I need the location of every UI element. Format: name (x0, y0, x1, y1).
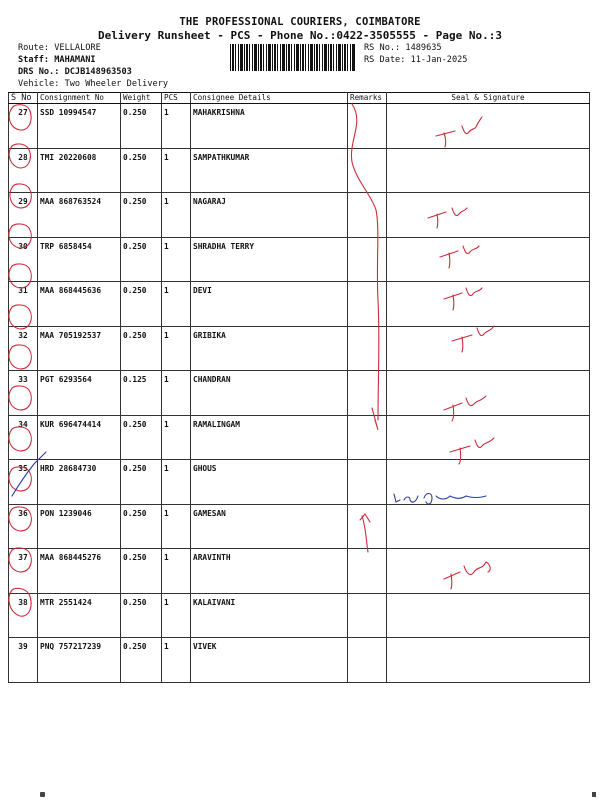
row-weight: 0.250 (121, 193, 162, 238)
row-pcs: 1 (162, 504, 191, 549)
table-row (9, 193, 590, 238)
row-pcs: 1 (162, 460, 191, 505)
col-seal: Seal & Signature (387, 93, 590, 104)
drs-number: DRS No.: DCJB148963503 (18, 67, 132, 77)
col-remarks: Remarks (348, 93, 387, 104)
row-remarks (348, 237, 387, 282)
table-row (9, 638, 590, 683)
row-seal (387, 593, 590, 638)
row-consignee: MAHAKRISHNA (191, 104, 348, 149)
row-weight: 0.250 (121, 148, 162, 193)
row-remarks (348, 371, 387, 416)
row-sno: 36 (9, 504, 38, 549)
row-sno: 27 (9, 104, 38, 149)
row-pcs: 1 (162, 549, 191, 594)
row-consignment: HRD 28684730 (38, 460, 121, 505)
row-consignee: CHANDRAN (191, 371, 348, 416)
rs-date: RS Date: 11-Jan-2025 (364, 55, 468, 65)
row-seal (387, 460, 590, 505)
row-pcs: 1 (162, 415, 191, 460)
row-consignee: KALAIVANI (191, 593, 348, 638)
table-row (9, 104, 590, 149)
row-seal (387, 415, 590, 460)
row-consignee: GRIBIKA (191, 326, 348, 371)
col-sno: S No (9, 93, 38, 104)
table-row (9, 282, 590, 327)
row-seal (387, 549, 590, 594)
col-consignment: Consignment No (38, 93, 121, 104)
row-pcs: 1 (162, 193, 191, 238)
rs-number: RS No.: 1489635 (364, 43, 442, 53)
row-sno: 38 (9, 593, 38, 638)
runsheet-table (8, 92, 590, 683)
row-consignee: DEVI (191, 282, 348, 327)
company-title: THE PROFESSIONAL COURIERS, COIMBATORE (179, 16, 421, 28)
row-remarks (348, 415, 387, 460)
row-seal (387, 326, 590, 371)
row-remarks (348, 549, 387, 594)
row-consignment: MAA 868445636 (38, 282, 121, 327)
table-row (9, 593, 590, 638)
row-pcs: 1 (162, 237, 191, 282)
row-consignee: SHRADHA TERRY (191, 237, 348, 282)
col-weight: Weight (121, 93, 162, 104)
row-remarks (348, 282, 387, 327)
row-seal (387, 193, 590, 238)
row-consignee: GHOUS (191, 460, 348, 505)
row-consignment: PON 1239046 (38, 504, 121, 549)
row-consignee: NAGARAJ (191, 193, 348, 238)
table-header-row (9, 93, 590, 104)
row-sno: 37 (9, 549, 38, 594)
row-remarks (348, 504, 387, 549)
row-seal (387, 148, 590, 193)
row-weight: 0.250 (121, 282, 162, 327)
row-consignee: SAMPATHKUMAR (191, 148, 348, 193)
row-weight: 0.250 (121, 104, 162, 149)
row-weight: 0.250 (121, 638, 162, 683)
row-sno: 39 (9, 638, 38, 683)
row-remarks (348, 326, 387, 371)
row-seal (387, 104, 590, 149)
runsheet-subtitle: Delivery Runsheet - PCS - Phone No.:0422-3505555 - Page No.:3 (98, 29, 502, 42)
row-weight: 0.250 (121, 326, 162, 371)
row-consignment: MAA 868763524 (38, 193, 121, 238)
row-weight: 0.125 (121, 371, 162, 416)
row-pcs: 1 (162, 638, 191, 683)
row-seal (387, 282, 590, 327)
row-consignment: SSD 10994547 (38, 104, 121, 149)
row-pcs: 1 (162, 104, 191, 149)
row-consignee: VIVEK (191, 638, 348, 683)
table-row (9, 371, 590, 416)
row-consignment: TMI 20220608 (38, 148, 121, 193)
row-pcs: 1 (162, 371, 191, 416)
row-consignment: PGT 6293564 (38, 371, 121, 416)
row-pcs: 1 (162, 282, 191, 327)
table-row (9, 148, 590, 193)
row-seal (387, 237, 590, 282)
row-consignment: MAA 705192537 (38, 326, 121, 371)
row-consignee: RAMALINGAM (191, 415, 348, 460)
row-sno: 29 (9, 193, 38, 238)
row-weight: 0.250 (121, 415, 162, 460)
row-weight: 0.250 (121, 593, 162, 638)
row-consignment: PNQ 757217239 (38, 638, 121, 683)
row-remarks (348, 148, 387, 193)
row-weight: 0.250 (121, 549, 162, 594)
barcode-icon (230, 44, 356, 71)
row-consignment: KUR 696474414 (38, 415, 121, 460)
row-sno: 33 (9, 371, 38, 416)
row-sno: 32 (9, 326, 38, 371)
scan-artifact (40, 792, 45, 797)
row-sno: 35 (9, 460, 38, 505)
row-seal (387, 638, 590, 683)
row-seal (387, 504, 590, 549)
table-row (9, 237, 590, 282)
row-remarks (348, 638, 387, 683)
row-weight: 0.250 (121, 237, 162, 282)
col-pcs: PCS (162, 93, 191, 104)
row-remarks (348, 193, 387, 238)
table-row (9, 460, 590, 505)
row-seal (387, 371, 590, 416)
row-pcs: 1 (162, 593, 191, 638)
row-consignee: ARAVINTH (191, 549, 348, 594)
row-weight: 0.250 (121, 460, 162, 505)
row-weight: 0.250 (121, 504, 162, 549)
row-remarks (348, 593, 387, 638)
row-remarks (348, 460, 387, 505)
route-label: Route: VELLALORE (18, 43, 101, 53)
row-consignment: TRP 6858454 (38, 237, 121, 282)
row-pcs: 1 (162, 326, 191, 371)
table-row (9, 326, 590, 371)
row-remarks (348, 104, 387, 149)
row-consignment: MTR 2551424 (38, 593, 121, 638)
staff-label: Staff: MAHAMANI (18, 55, 96, 65)
table-row (9, 415, 590, 460)
row-sno: 28 (9, 148, 38, 193)
table-row (9, 549, 590, 594)
row-sno: 30 (9, 237, 38, 282)
row-consignee: GAMESAN (191, 504, 348, 549)
vehicle-label: Vehicle: Two Wheeler Delivery (18, 79, 169, 89)
row-sno: 31 (9, 282, 38, 327)
row-pcs: 1 (162, 148, 191, 193)
row-consignment: MAA 868445276 (38, 549, 121, 594)
row-sno: 34 (9, 415, 38, 460)
scan-artifact (592, 792, 596, 797)
col-consignee: Consignee Details (191, 93, 348, 104)
table-row (9, 504, 590, 549)
